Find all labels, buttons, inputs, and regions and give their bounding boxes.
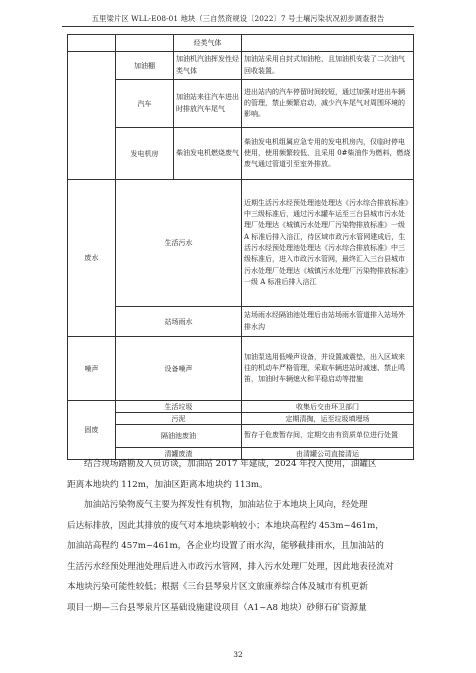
table-cell: 加油棚 — [116, 52, 174, 80]
text-line: 项目一期—三台县琴泉片区基础设施建设项目（A1~A8 地块）砂卵石矿资源量 — [67, 602, 367, 613]
table-cell: 废水 — [68, 180, 116, 337]
table-cell: 加油站采用自封式加油枪，且加油机安装了二次油气回收装置。 — [242, 52, 414, 80]
table-cell: 生活垃圾 — [116, 401, 242, 413]
text-line: 结合现场踏勘及人员访谈，加油站 2017 年建成，2024 年投入使用，油罐区 — [84, 459, 377, 469]
table-cell: 烃类气体 — [174, 35, 242, 52]
table-cell: 由清罐公司直接清运 — [242, 448, 414, 460]
table-row — [68, 337, 414, 401]
table-row — [68, 413, 414, 425]
table-cell: 加油机汽油挥发性烃类气体 — [174, 52, 242, 80]
table-cell: 柴油发电机组属应急专用的发电机房内，仅临时停电使用，使用频繁较低，且采用 0#柴油作为燃料，燃烧废气通过管道引至室外排放。 — [242, 128, 414, 180]
body-paragraph — [67, 495, 417, 618]
table-cell: 近期生活污水经预处理池处理达《污水综合排放标准》中三级标准后，通过污水罐车运至三台县城市污水处理厂处理达《城镇污水处理厂污染物排放标准》一级 A 标准后排入涪江，待区域市政污水管网建成后，生活污水经预处理池处理达《污水综合排放标准》中三级标准后，进入市政污水管网，最终汇入三台县城市污水处理厂处理达《城镇污水处理厂污染物排放标准》一级 A 标准后排入涪江 — [242, 180, 414, 307]
table-cell: 暂存于危废暂存间，定期交由有资质单位进行处置 — [242, 425, 414, 448]
table-cell: 柴油发电机燃烧废气 — [174, 128, 242, 180]
table-cell: 收集后交由环卫部门 — [242, 401, 414, 413]
text-line: 加油站高程约 457m~461m，各企业均设置了雨水沟，能够截排雨水，且加油站的 — [67, 541, 384, 551]
header-rule — [62, 26, 414, 27]
table-cell: 隔油池废油 — [116, 425, 242, 448]
table-cell: 加油站来往汽车进出时排放汽车尾气 — [174, 80, 242, 128]
table-cell: 设备噪声 — [116, 337, 242, 401]
table-cell: 进出站内的汽车停留时间较短，通过加强对进出车辆的管理，禁止频繁启动，减少汽车尾气对周围环境的影响。 — [242, 80, 414, 128]
table-row — [68, 52, 414, 80]
table-row — [68, 307, 414, 337]
table-cell: 站场雨水 — [116, 307, 242, 337]
pollution-control-table — [67, 34, 414, 460]
table-cell: 噪声 — [68, 337, 116, 401]
table-row — [68, 35, 414, 52]
text-line: 本地块污染可能性较低；根据《三台县琴泉片区文旅康养综合体及城市有机更新 — [67, 582, 368, 592]
table-cell: 发电机房 — [116, 128, 174, 180]
table-cell: 清罐废渣 — [116, 448, 242, 460]
table-cell: 污泥 — [116, 413, 242, 425]
page-number: 32 — [233, 650, 243, 659]
table-row — [68, 128, 414, 180]
text-line: 加油站污染物废气主要为挥发性有机物，加油站位于本地块上风向，经处理 — [84, 500, 368, 510]
text-line: 生活污水经预处理池处理后进入市政污水管网，排入污水处理厂处理，因此地表径流对 — [67, 561, 394, 572]
page-header: 五里梁片区 WLL-E08-01 地块（三自然资规设〔2022〕7 号土壤污染状况初步调查报告 — [91, 14, 385, 23]
table-row — [68, 180, 414, 307]
text-line: 后达标排放，因此其排放的废气对本地块影响较小；本地块高程约 453m~461m， — [67, 520, 384, 531]
table-cell: 站场雨水经隔油池处理后由站场雨水管道排入站场外排水沟 — [242, 307, 414, 337]
table-cell: 定期清掏，运至垃圾填埋场 — [242, 413, 414, 425]
table-cell: 生活污水 — [116, 180, 242, 307]
table-cell: 加油泵选用低噪声设备，并设置减震垫，出入区域来往的机动车严格管理，采取车辆进站时减速、禁止鸣笛，加油时车辆熄火和平稳启动等措施 — [242, 337, 414, 401]
table-cell: 汽车 — [116, 80, 174, 128]
table-row — [68, 401, 414, 413]
table-row — [68, 425, 414, 448]
body-paragraph — [67, 454, 417, 495]
text-line: 距离本地块约 112m，加油区距离本地块约 113m。 — [67, 479, 268, 490]
table-cell: 固废 — [68, 401, 116, 460]
table-row — [68, 80, 414, 128]
